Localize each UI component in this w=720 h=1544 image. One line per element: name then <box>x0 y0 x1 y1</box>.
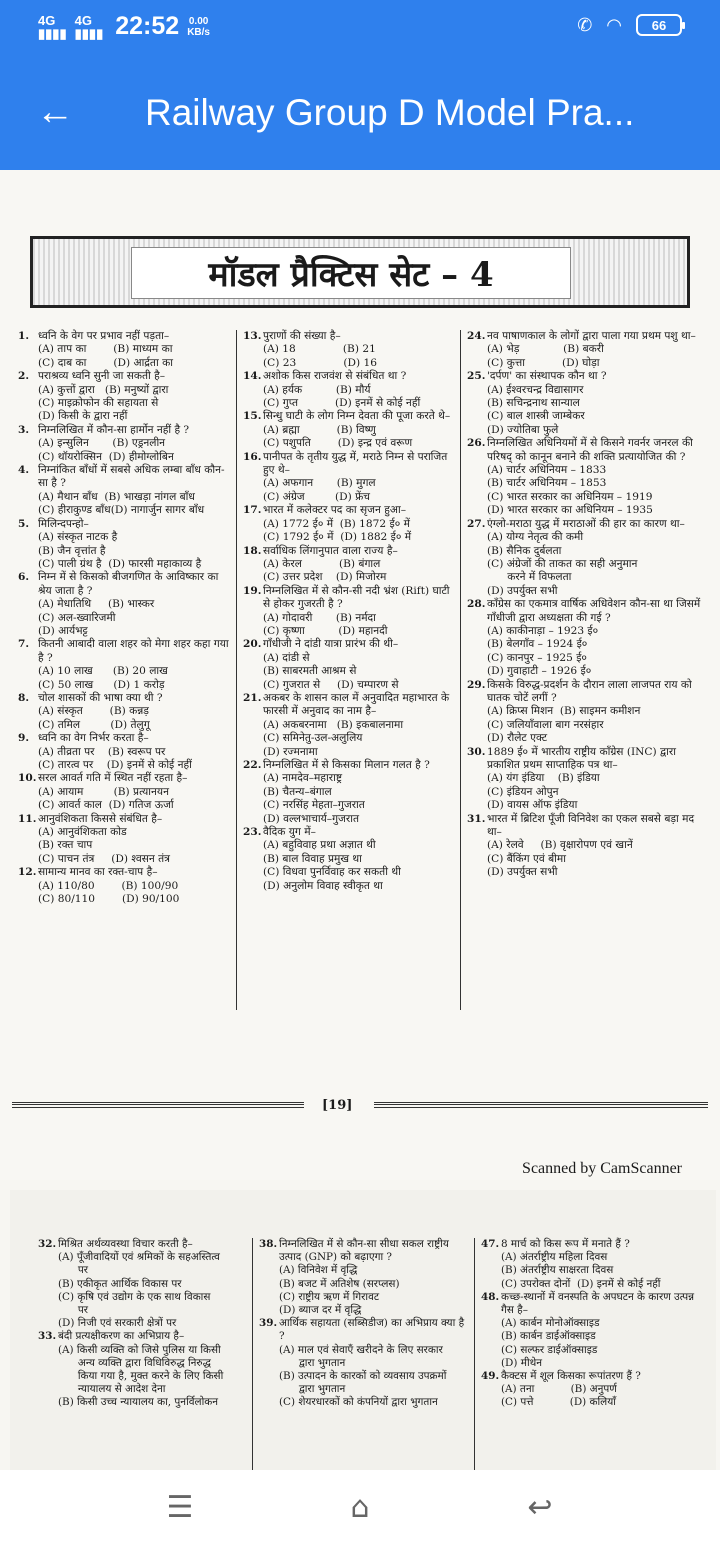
answer-option: (C) तारत्व पर (D) इनमें से कोई नहीं <box>38 759 192 771</box>
question-number: 16. <box>243 450 262 463</box>
answer-option: (D) निजी एवं सरकारी क्षेत्रों पर <box>58 1317 177 1330</box>
answer-option: द्वारा भुगतान <box>279 1356 346 1369</box>
answer-options <box>18 705 230 732</box>
clock: 22:52 <box>115 12 180 40</box>
question-text: नव पाषाणकाल के लोगों द्वारा पाला गया प्रथम पशु था– <box>487 330 696 342</box>
question-item <box>243 504 454 517</box>
answer-option: (C) भारत सरकार का अधिनियम – 1919 <box>487 490 653 503</box>
question-text: अकबर के शासन काल में अनुवादित महाभारत के फारसी में अनुवाद का नाम है– <box>263 691 450 718</box>
answer-options <box>467 839 704 879</box>
answer-option: (B) जैन वृत्तांत है <box>38 544 106 557</box>
question-item <box>243 545 454 558</box>
answer-option: (B) कार्बन डाईऑक्साइड <box>501 1330 596 1343</box>
answer-option: (B) उत्पादन के कारकों को व्यवसाय उपक्रमों <box>279 1370 447 1383</box>
answer-option: (A) यंग इंडिया (B) इंडिया <box>487 772 600 785</box>
question-text: कच्छ-स्थानों में वनस्पति के अपघटन के कारण उत्पन्न गैस है– <box>501 1290 695 1317</box>
answer-option: (C) शेयरधारकों को कंपनियों द्वारा भुगतान <box>279 1396 438 1409</box>
question-text: निम्नलिखित में से किसका मिलान गलत है ? <box>263 759 430 771</box>
answer-options <box>18 437 230 464</box>
question-item <box>467 437 704 464</box>
question-number: 47. <box>481 1238 500 1250</box>
question-item <box>38 1238 246 1251</box>
question-text: ध्वनि का वेग निर्भर करता है– <box>38 732 149 745</box>
question-text: सामान्य मानव का रक्त-चाप है– <box>38 866 158 879</box>
answer-option: (A) आयाम (B) प्रत्यानयन <box>38 785 169 798</box>
answer-option: (D) वल्लभाचार्य–गुजरात <box>263 812 360 825</box>
answer-option: (C) अंग्रेज (D) फ्रेंच <box>263 490 370 503</box>
answer-option: (A) चार्टर अधिनियम – 1833 <box>487 464 607 477</box>
answer-option: (A) तना (B) अनुपर्ण <box>501 1383 617 1396</box>
question-text: आनुवंशिकता किससे संबंधित है– <box>38 812 163 825</box>
scanner-watermark: Scanned by CamScanner <box>522 1160 682 1177</box>
question-number: 14. <box>243 370 262 383</box>
answer-options <box>481 1383 698 1409</box>
page-footer-rule <box>12 1102 708 1110</box>
answer-options <box>243 384 454 411</box>
question-item <box>467 813 704 840</box>
question-item <box>18 692 230 705</box>
question-item <box>467 330 704 343</box>
answer-option: (A) 1772 ई० में (B) 1872 ई० में <box>263 517 410 530</box>
question-text: भारत में ब्रिटिश पूँजी विनिवेश का एकल सबसे बड़ा मद था– <box>487 812 695 839</box>
answer-option: (A) आनुवंशिकता कोड <box>38 826 127 839</box>
question-item <box>243 759 454 772</box>
answer-option: (A) तीव्रता पर (B) स्वरूप पर <box>38 745 166 758</box>
answer-options <box>18 880 230 907</box>
answer-option: (C) कुत्ता (D) घोड़ा <box>487 356 600 369</box>
answer-option: (C) उपरोक्त दोनों (D) इनमें से कोई नहीं <box>501 1277 661 1290</box>
question-number: 20. <box>243 638 262 651</box>
question-number: 49. <box>481 1370 500 1383</box>
question-column-3 <box>460 330 704 1010</box>
answer-option: (A) 10 लाख (B) 20 लाख <box>38 665 168 678</box>
question-number: 23. <box>243 826 262 839</box>
question-text: कैक्टस में शूल किसका रूपांतरण हैं ? <box>501 1370 641 1383</box>
question-number: 12. <box>18 866 37 879</box>
answer-option: (B) सचिन्द्रनाथ सान्याल <box>487 397 580 410</box>
answer-option: (C) अंग्रेजों की ताकत का सही अनुमान <box>487 557 638 570</box>
answer-options <box>467 705 704 745</box>
question-item <box>18 732 230 745</box>
answer-options <box>467 625 704 679</box>
question-number: 9. <box>18 732 30 745</box>
question-text: काँग्रेस का एकमात्र वार्षिक अधिवेशन कौन-सा था जिसमें गाँधीजी द्वारा अध्यक्षता की गई ? <box>487 598 701 624</box>
signal-icon-2: 4G ▮▮▮▮ <box>74 12 104 41</box>
answer-option: (A) मेधातिथि (B) भास्कर <box>38 598 155 611</box>
answer-option: (C) तमिल (D) तेलुगू <box>38 718 150 731</box>
question-text: आर्थिक सहायता (सब्सिडीज) का अभिप्राय क्या है ? <box>279 1317 465 1343</box>
call-wifi-icon: ✆ <box>577 14 593 35</box>
navigation-bar <box>0 1470 720 1544</box>
answer-options <box>243 477 454 504</box>
answer-option: (B) साबरमती आश्रम से <box>263 665 357 678</box>
question-text: निम्नलिखित में से कौन-सा सीधा सकल राष्ट्रीय उत्पाद (GNP) को बढ़ाएगा ? <box>279 1238 449 1264</box>
question-column-6 <box>474 1238 698 1470</box>
question-item <box>481 1238 698 1251</box>
question-text: चोल शासकों की भाषा क्या थी ? <box>38 691 163 704</box>
status-right <box>577 14 682 36</box>
answer-option: (B) एकीकृत आर्थिक विकास पर <box>58 1277 182 1290</box>
question-number: 3. <box>18 423 30 436</box>
question-item <box>18 464 230 491</box>
question-column-4 <box>38 1238 252 1470</box>
question-item <box>243 585 454 612</box>
answer-options <box>243 772 454 826</box>
answer-option: (C) पत्ते (D) कलियाँ <box>501 1396 616 1409</box>
question-number: 7. <box>18 638 30 651</box>
question-number: 4. <box>18 464 30 477</box>
answer-option: (C) 1792 ई० में (D) 1882 ई० में <box>263 531 412 544</box>
answer-option: (C) बाल शास्त्री जाम्बेकर <box>487 410 585 423</box>
question-number: 21. <box>243 691 262 704</box>
answer-options <box>243 652 454 692</box>
home-icon[interactable]: ⌂ <box>350 1489 370 1525</box>
question-item <box>243 451 454 478</box>
answer-option: (C) गुजरात से (D) चम्पारण से <box>263 678 399 691</box>
question-number: 25. <box>467 370 486 383</box>
question-item <box>243 826 454 839</box>
document-viewer[interactable] <box>0 170 720 1470</box>
question-item <box>18 330 230 343</box>
answer-option: पर <box>58 1304 88 1317</box>
answer-option: (A) नामदेव–महाराष्ट्र <box>263 772 343 785</box>
answer-option: (C) दाब का (D) आर्द्रता का <box>38 356 173 369</box>
status-bar <box>0 0 720 56</box>
answer-option: (C) पाचन तंत्र (D) श्वसन तंत्र <box>38 852 171 865</box>
question-item <box>243 638 454 651</box>
question-number: 28. <box>467 598 486 611</box>
question-item <box>18 370 230 383</box>
answer-options <box>18 491 230 518</box>
answer-option: (B) बेलगाँव – 1924 ई० <box>487 638 588 651</box>
answer-option: (A) ब्रह्मा (B) विष्णु <box>263 423 376 436</box>
question-item <box>18 866 230 879</box>
answer-option: (A) बहुविवाह प्रथा अज्ञात थी <box>263 839 376 852</box>
answer-option: (C) आवर्त काल (D) गतिज ऊर्जा <box>38 799 174 812</box>
answer-options <box>259 1344 468 1410</box>
question-item <box>259 1238 468 1264</box>
answer-option: (C) कृष्णा (D) महानदी <box>263 624 388 637</box>
answer-options <box>243 719 454 759</box>
question-item <box>18 571 230 598</box>
answer-options <box>18 786 230 813</box>
answer-option: (A) अकबरनामा (B) इकबालनामा <box>263 718 404 731</box>
answer-option: (A) गोदावरी (B) नर्मदा <box>263 611 376 624</box>
question-number: 19. <box>243 584 262 597</box>
battery-icon: 66 <box>636 14 682 36</box>
answer-option: (D) उपर्युक्त सभी <box>487 866 558 879</box>
question-item <box>259 1317 468 1343</box>
question-item <box>467 370 704 383</box>
back-arrow-icon[interactable]: ← <box>36 91 74 133</box>
question-text: पराश्रव्य ध्वनि सुनी जा सकती है– <box>38 370 166 383</box>
question-item <box>243 410 454 423</box>
answer-option: (C) सल्फर डाईऑक्साइड <box>501 1343 598 1356</box>
question-item <box>243 330 454 343</box>
answer-option: (A) केरल (B) बंगाल <box>263 557 381 570</box>
document-page <box>0 170 720 1180</box>
answer-options <box>38 1344 246 1410</box>
answer-option: (A) रेलवे (B) वृक्षारोपण एवं खानें <box>487 839 633 852</box>
question-number: 39. <box>259 1317 278 1330</box>
answer-option: (A) विनिवेश में वृद्धि <box>279 1264 358 1277</box>
answer-option: (D) आर्यभट्ट <box>38 624 88 637</box>
answer-option: (B) बाल विवाह प्रमुख था <box>263 852 362 865</box>
question-text: भारत में कलेक्टर पद का सृजन हुआ– <box>263 504 407 517</box>
network-speed: 0.00 KB/s <box>187 15 210 38</box>
answer-options <box>243 839 454 893</box>
answer-option: (D) उपर्युक्त सभी <box>487 584 558 597</box>
question-text: मिश्रित अर्थव्यवस्था विचार करती है– <box>58 1238 193 1250</box>
question-item <box>467 518 704 531</box>
answer-option: (A) दांडी से <box>263 651 310 664</box>
answer-option: (D) मीथेन <box>501 1356 543 1369</box>
answer-option: (C) 50 लाख (D) 1 करोड़ <box>38 678 165 691</box>
question-item <box>18 638 230 665</box>
question-number: 22. <box>243 759 262 771</box>
answer-option: (A) संस्कृत नाटक है <box>38 531 118 544</box>
answer-option: (A) ताप का (B) माध्यम का <box>38 343 173 356</box>
answer-option: (C) अल-ख्वारिजमी <box>38 611 116 624</box>
answer-option: (C) बैंकिंग एवं बीमा <box>487 852 566 865</box>
question-number: 24. <box>467 330 486 342</box>
answer-option: (A) योग्य नेतृत्व की कमी <box>487 531 584 544</box>
answer-options <box>481 1317 698 1370</box>
answer-option: (C) गुप्त (D) इनमें से कोई नहीं <box>263 397 421 410</box>
answer-option: अन्य व्यक्ति द्वारा विधिविरुद्ध निरुद्ध <box>58 1356 211 1369</box>
question-number: 38. <box>259 1238 278 1250</box>
answer-options <box>467 343 704 370</box>
question-number: 32. <box>38 1238 57 1250</box>
question-text: निम्न में से किसको बीजगणित के आविष्कार का श्रेय जाता है ? <box>38 571 219 597</box>
question-text: निम्नलिखित अधिनियमों में से किसने गवर्नर जनरल की परिषद् को कानून बनाने की शक्ति प्रत्यायोजित की ? <box>487 437 693 463</box>
question-text: निम्नांकित बाँधों में सबसे अधिक लम्बा बाँध कौन-सा है ? <box>38 464 225 490</box>
answer-option: (C) हीराकुण्ड बाँध(D) नागार्जुन सागर बाँध <box>38 504 205 517</box>
answer-option: (A) क्रिप्स मिशन (B) साइमन कमीशन <box>487 705 641 718</box>
question-text: मिलिन्दपन्हो– <box>38 517 89 530</box>
answer-option: (C) पशुपति (D) इन्द्र एवं वरूण <box>263 437 413 450</box>
answer-option: (A) कार्बन मोनोऑक्साइड <box>501 1317 600 1330</box>
title-banner-inner <box>131 247 571 299</box>
answer-option: (D) ब्याज दर में वृद्धि <box>279 1304 362 1317</box>
question-number: 48. <box>481 1290 500 1303</box>
question-item <box>18 424 230 437</box>
answer-option: (D) रज्मनामा <box>263 745 318 758</box>
question-text: 8 मार्च को किस रूप में मनाते हैं ? <box>501 1238 630 1250</box>
question-number: 33. <box>38 1330 57 1343</box>
question-column-2 <box>236 330 460 1010</box>
answer-option: (C) विधवा पुनर्विवाह कर सकती थी <box>263 866 401 879</box>
answer-options <box>243 518 454 545</box>
answer-option: (D) ज्योतिबा फुले <box>487 423 559 436</box>
status-left <box>38 12 210 41</box>
answer-option: (A) संस्कृत (B) कन्नड़ <box>38 705 149 718</box>
answer-option: (C) पाली ग्रंथ है (D) फारसी महाकाव्य है <box>38 557 202 570</box>
question-number: 31. <box>467 812 486 825</box>
question-item <box>18 518 230 531</box>
signal-icon: 4G ▮▮▮▮ <box>38 12 67 41</box>
question-item <box>467 598 704 625</box>
answer-option: (D) वायस ऑफ इंडिया <box>487 799 578 812</box>
question-text: कितनी आबादी वाला शहर को मेगा शहर कहा गया है ? <box>38 638 229 664</box>
answer-option: न्यायालय से आदेश देना <box>58 1383 166 1396</box>
question-number: 18. <box>243 544 262 557</box>
question-number: 15. <box>243 410 262 423</box>
question-item <box>467 679 704 706</box>
answer-options <box>18 826 230 866</box>
answer-option: (B) बजट में अतिशेष (सरप्लस) <box>279 1277 400 1290</box>
answer-option: (A) 18 (B) 21 <box>263 343 376 356</box>
question-text: ध्वनि के वेग पर प्रभाव नहीं पड़ता– <box>38 330 170 342</box>
answer-options <box>243 343 454 370</box>
answer-option: (B) किसी उच्च न्यायालय का, पुनर्विलोकन <box>58 1396 219 1409</box>
answer-option: (A) कुत्तों द्वारा (B) मनुष्यों द्वारा <box>38 383 169 396</box>
answer-option: किया गया है, मुक्त करने के लिए किसी <box>58 1370 224 1383</box>
question-item <box>243 370 454 383</box>
answer-option: (B) चार्टर अधिनियम – 1853 <box>487 477 607 490</box>
answer-options <box>18 665 230 692</box>
question-number: 30. <box>467 745 486 758</box>
answer-option: (D) गुवाहाटी – 1926 ई० <box>487 665 592 678</box>
question-number: 6. <box>18 571 30 584</box>
answer-option: (B) रक्त चाप <box>38 839 93 852</box>
question-item <box>243 692 454 719</box>
question-number: 26. <box>467 437 486 450</box>
answer-option: (A) ईश्वरचन्द्र विद्यासागर <box>487 383 584 396</box>
answer-options <box>467 384 704 438</box>
question-text: 1889 ई० में भारतीय राष्ट्रीय काँग्रेस (INC) द्वारा प्रकाशित प्रथम साप्ताहिक पत्र था– <box>487 745 676 771</box>
menu-icon[interactable]: ☰ <box>166 1489 194 1525</box>
answer-option: (C) कृषि एवं उद्योग के एक साथ विकास <box>58 1290 211 1303</box>
wifi-icon: ◠ <box>606 14 622 35</box>
answer-option: (A) किसी व्यक्ति को जिसे पुलिस या किसी <box>58 1343 221 1356</box>
answer-options <box>18 598 230 638</box>
answer-option: पर <box>58 1264 88 1277</box>
question-columns-2 <box>38 1238 698 1470</box>
answer-option: (A) अफगान (B) मुगल <box>263 477 376 490</box>
answer-option: करने में विफलता <box>487 571 572 584</box>
question-number: 13. <box>243 330 262 342</box>
question-number: 10. <box>18 772 37 785</box>
answer-option: (D) भारत सरकार का अधिनियम – 1935 <box>487 504 653 517</box>
answer-option: (A) 110/80 (B) 100/90 <box>38 879 179 892</box>
answer-options <box>38 1251 246 1330</box>
answer-options <box>467 531 704 598</box>
question-text: वैदिक युग में– <box>263 826 316 839</box>
question-number: 27. <box>467 517 486 530</box>
question-number: 8. <box>18 691 30 704</box>
page-title: Railway Group D Model Pra... <box>145 92 635 133</box>
question-item <box>18 813 230 826</box>
answer-option: (B) चैतन्य–बंगाल <box>263 785 332 798</box>
answer-option: (C) थॉयरोक्सिन (D) हीमोग्लोबिन <box>38 450 174 463</box>
question-item <box>467 746 704 773</box>
answer-option: (A) माल एवं सेवाएँ खरीदने के लिए सरकार <box>279 1343 443 1356</box>
answer-option: (B) अंतर्राष्ट्रीय साक्षरता दिवस <box>501 1264 614 1277</box>
question-item <box>18 772 230 785</box>
answer-option: (C) 80/110 (D) 90/100 <box>38 893 180 906</box>
answer-options <box>18 343 230 370</box>
answer-options <box>481 1251 698 1291</box>
question-column-1 <box>18 330 236 1010</box>
question-columns <box>18 330 704 1010</box>
answer-options <box>259 1264 468 1317</box>
answer-option: (A) अंतर्राष्ट्रीय महिला दिवस <box>501 1251 608 1264</box>
question-item <box>481 1370 698 1383</box>
question-number: 17. <box>243 504 262 517</box>
answer-option: (C) 23 (D) 16 <box>263 356 377 369</box>
answer-option: (C) इंडियन ओपुन <box>487 785 559 798</box>
answer-option: (C) माइक्रोफोन की सहायता से <box>38 397 159 410</box>
question-text: 'दर्पण' का संस्थापक कौन था ? <box>487 370 607 383</box>
answer-options <box>243 612 454 639</box>
question-column-5 <box>252 1238 474 1470</box>
answer-option: (C) राष्ट्रीय ऋण में गिरावट <box>279 1290 380 1303</box>
answer-option: (B) सैनिक दुर्बलता <box>487 544 562 557</box>
question-text: अशोक किस राजवंश से संबंधित था ? <box>263 370 407 383</box>
answer-option: (A) हर्यक (B) मौर्य <box>263 383 371 396</box>
question-text: निम्नलिखित में कौन-सा हार्मोन नहीं है ? <box>38 423 190 436</box>
question-number: 29. <box>467 678 486 691</box>
question-number: 1. <box>18 330 30 342</box>
answer-option: द्वारा भुगतान <box>279 1383 346 1396</box>
answer-option: (A) इन्सुलिन (B) एड्रनलीन <box>38 437 166 450</box>
question-number: 11. <box>18 812 37 825</box>
answer-options <box>467 772 704 812</box>
answer-options <box>18 746 230 773</box>
question-item <box>481 1291 698 1317</box>
question-text: सिन्धु घाटी के लोग निम्न देवता की पूजा करते थे– <box>263 410 451 423</box>
answer-option: (C) कानपुर – 1925 ई० <box>487 651 587 664</box>
banner-title: मॉडल प्रैक्टिस सेट – 4 <box>208 255 494 295</box>
question-text: एंग्लो-मराठा युद्ध में मराठाओं की हार का कारण था– <box>487 517 685 530</box>
question-item <box>38 1330 246 1343</box>
back-icon[interactable]: ↩ <box>527 1489 553 1525</box>
answer-option: (D) किसी के द्वारा नहीं <box>38 410 128 423</box>
question-text: बंदी प्रत्यक्षीकरण का अभिप्राय है– <box>58 1330 185 1343</box>
question-text: सरल आवर्त गति में स्थित नहीं रहता है– <box>38 772 188 785</box>
answer-options <box>18 384 230 424</box>
question-text: गाँधीजी ने दांडी यात्रा प्रारंभ की थी– <box>263 638 399 651</box>
app-bar <box>0 56 720 170</box>
answer-option: (C) नरसिंह मेहता–गुजरात <box>263 799 365 812</box>
question-text: पानीपत के तृतीय युद्ध में, मराठे निम्न से पराजित हुए थे– <box>263 450 448 477</box>
title-banner <box>30 236 690 308</box>
question-text: पुराणों की संख्या है– <box>263 330 341 342</box>
page-number: [19] <box>322 1098 353 1113</box>
answer-option: (C) जलियाँवाला बाग नरसंहार <box>487 718 604 731</box>
answer-option: (A) मैथान बाँध (B) भाखड़ा नांगल बाँध <box>38 490 195 503</box>
answer-options <box>243 424 454 451</box>
document-page-2 <box>10 1190 716 1470</box>
answer-option: (C) उत्तर प्रदेश (D) मिजोरम <box>263 571 387 584</box>
answer-option: (D) रौलेट एक्ट <box>487 732 548 745</box>
answer-option: (A) काकीनाड़ा – 1923 ई० <box>487 624 599 637</box>
answer-option: (A) पूँजीवादियों एवं श्रमिकों के सहअस्तित्व <box>58 1251 220 1264</box>
question-number: 2. <box>18 370 30 383</box>
answer-options <box>243 558 454 585</box>
question-text: सर्वाधिक लिंगानुपात वाला राज्य है– <box>263 544 398 557</box>
answer-options <box>467 464 704 518</box>
question-text: किसके विरुद्ध-प्रदर्शन के दौरान लाला लाजपत राय को घातक चोटें लगीं ? <box>487 678 692 704</box>
question-text: निम्नलिखित में से कौन-सी नदी भ्रंश (Rift) घाटी से होकर गुजरती है ? <box>263 584 450 611</box>
answer-options <box>18 531 230 571</box>
answer-option: (D) अनुलोम विवाह स्वीकृत था <box>263 879 383 892</box>
question-number: 5. <box>18 517 30 530</box>
answer-option: (C) समिनेतु-उल-अलुलिय <box>263 732 363 745</box>
answer-option: (A) भेड़ (B) बकरी <box>487 343 604 356</box>
